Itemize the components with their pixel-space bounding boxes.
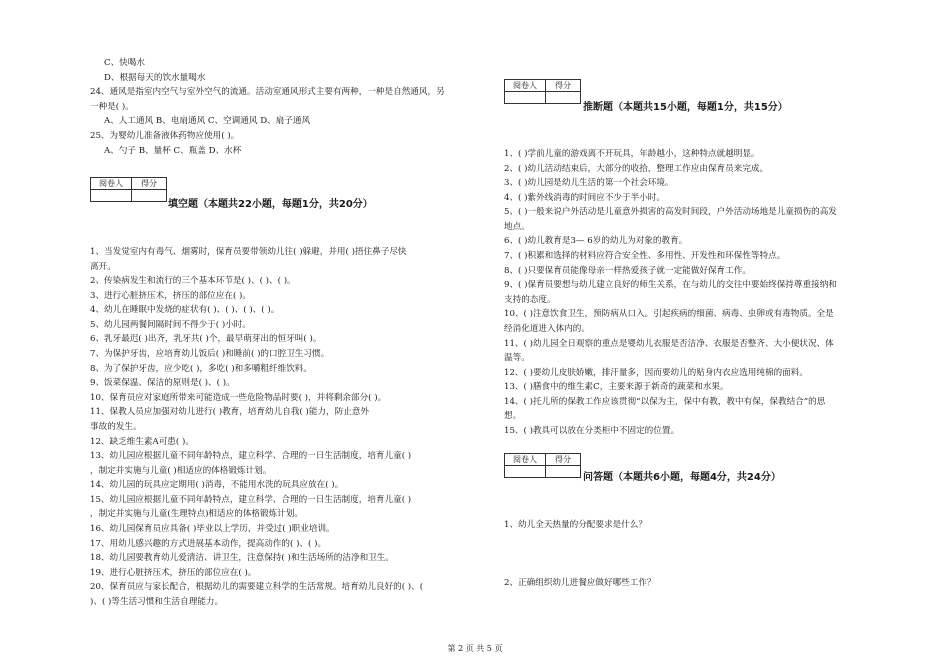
question-line: 5、幼儿园两餐间隔时间不得少于( )小时。 [90, 319, 251, 330]
question-line: 想。 [504, 411, 522, 422]
question-line: D、根据每天的饮水量喝水 [104, 72, 206, 83]
question-line: 1、( )学前儿童的游戏离不开玩具，年龄越小，这种特点就越明显。 [504, 149, 760, 159]
question-line: 3、进行心脏挤压术，挤压的部位应在( )。 [90, 290, 251, 301]
question-line: ，制定并实施与儿童(生理特点)相适应的体格锻炼计划。 [90, 509, 303, 520]
question-line: 8、为了保护牙齿，应少吃( )，多吃( )和多嚼粗纤维饮料。 [90, 363, 312, 374]
question-line: 14、( )托儿所的保教工作应该贯彻“以保为主，保中有教，教中有保，保教结合”的思 [504, 396, 826, 407]
question-line: 3、( )幼儿园是幼儿生活的第一个社会环境。 [504, 178, 674, 189]
question-line: 18、幼儿园要教育幼儿爱清洁、讲卫生，注意保持( )和生活场所的洁净和卫生。 [90, 553, 394, 564]
question-line: 13、幼儿园应根据儿童不同年龄特点，建立科学、合理的一日生活制度，培育儿童( ) [90, 451, 412, 462]
grader-label: 阅卷人 [505, 80, 546, 92]
question-line: A、人工通风 B、电扇通风 C、空调通风 D、扇子通风 [104, 116, 311, 127]
question-line: 12、缺乏维生素A可患( )。 [90, 436, 194, 447]
question-line: 1、当发觉室内有毒气、烟雾时，保育员要带领幼儿往( )躲避，并用( )捂住鼻子尽快 [90, 247, 407, 257]
question-line: 2、传染病发生和流行的三个基本环节是( )、( )、( )。 [90, 276, 296, 287]
essay-question-2: 2、正确组织幼儿进餐应做好哪些工作？ [504, 578, 656, 588]
question-line: 2、( )幼儿活动结束后，大部分的收拾，整理工作应由保育员来完成。 [504, 163, 769, 174]
question-line: 10、保育员应对家庭所带来可能造成一些危险物品时要( )，并将剩余部分( )。 [90, 392, 387, 403]
score-cell [132, 190, 167, 202]
grader-label: 阅卷人 [505, 454, 546, 466]
question-line: 25、为婴幼儿准备液体药物应使用( )。 [90, 131, 240, 141]
section-title-essay: 问答题（本题共6小题，每题4分，共24分） [583, 472, 781, 483]
question-line: 5、( )一般来说户外活动是儿童意外损害的高发时间段，户外活动场地是儿童损伤的高发 [504, 207, 837, 218]
question-line: 19、进行心脏挤压术，挤压的部位应在( )。 [90, 567, 257, 578]
question-line: 17、用幼儿感兴趣的方式进展基本动作，提高动作的( )、( )。 [90, 538, 327, 549]
grader-cell [91, 190, 132, 202]
question-line: 7、为保护牙齿，应培育幼儿饭后( )和睡前( )的口腔卫生习惯。 [90, 349, 330, 360]
question-line: )、( )等生活习惯和生活自理能力。 [90, 596, 224, 607]
question-line: 4、( )紫外线消毒的时间应不少于半小时。 [504, 192, 665, 203]
grader-label: 阅卷人 [91, 178, 132, 190]
question-line: 11、保教人员应加强对幼儿进行( )教育，培育幼儿自我( )能力，防止意外 [90, 407, 370, 418]
score-cell [546, 466, 581, 478]
question-line: 15、( )教具可以放在分类柜中不固定的位置。 [504, 426, 680, 437]
question-line: 6、乳牙最迟( )出齐，乳牙共( )个，最早萌芽出的恒牙叫( )。 [90, 334, 322, 345]
grader-cell [505, 92, 546, 104]
question-line: 支持的态度。 [504, 294, 556, 305]
question-line: 事故的发生。 [90, 421, 142, 432]
question-line: 12、( )要幼儿皮肤娇嫩，排汗量多，因而要幼儿的贴身内衣应选用纯棉的面料。 [504, 367, 808, 378]
question-line: 经消化道进入体内的。 [504, 323, 590, 334]
question-line: 15、幼儿园应根据儿童不同年龄特点，建立科学、合理的一日生活制度，培育儿童( ) [90, 494, 412, 505]
question-line: 16、幼儿园保育员应具备( )毕业以上学历，并受过( )职业培训。 [90, 524, 335, 535]
question-line: 13、( )膳食中的维生素C，主要来源于新奇的蔬菜和水果。 [504, 382, 729, 393]
question-line: 9、饭菜保温、保洁的原则是( )、( )。 [90, 378, 235, 389]
question-line: 地点。 [504, 221, 530, 232]
grader-cell [505, 466, 546, 478]
section-title-judgement: 推断题（本题共15小题，每题1分，共15分） [583, 102, 788, 113]
question-line: 8、( )只要保育员能像母亲一样热爱孩子就一定能做好保育工作。 [504, 265, 751, 276]
score-label: 得分 [546, 454, 581, 466]
page-footer: 第 2 页 共 5 页 [447, 644, 503, 653]
score-box-fill-blank [90, 177, 167, 202]
question-line: 4、幼儿在睡眠中发烧的症状有( )、( )、( )、( )。 [90, 305, 280, 316]
question-line: 温等。 [504, 353, 530, 364]
question-line: 6、( )幼儿教育是3— 6岁的幼儿为对象的教育。 [504, 236, 688, 247]
question-line: 一种是( )。 [90, 101, 134, 112]
question-line: 11、( )幼儿园全日观察的重点是婴幼儿衣服是否洁净、衣服是否整齐、大小便状况、体 [504, 338, 834, 349]
question-line: 20、保育员应与家长配合，根据幼儿的需要建立科学的生活常规。培育幼儿良好的( )、( [90, 582, 424, 593]
question-line: 7、( )积累和选择的材料应符合安全性、多用性、开发性和环保性等特点。 [504, 251, 786, 262]
question-line: 10、( )注意饮食卫生，预防病从口入。引起疾病的细菌、病毒、虫卵或有毒物质。全是 [504, 309, 834, 320]
question-line: 14、幼儿园的玩具应定期用( )消毒，不能用水洗的玩具应放在( )。 [90, 480, 344, 491]
score-cell [546, 92, 581, 104]
question-line: A、勺子 B、量杯 C、瓶盖 D、水杯 [104, 145, 242, 156]
question-line: C、快喝水 [104, 58, 145, 68]
question-line: 9、( )保育员要想与幼儿建立良好的师生关系，在与幼儿的交往中要始终保持尊重接纳和 [504, 280, 837, 291]
score-label: 得分 [546, 80, 581, 92]
essay-question-1: 1、幼儿全天热量的分配要求是什么？ [504, 520, 647, 530]
score-box-essay [504, 453, 581, 478]
section-title-fill-blank: 填空题（本题共22小题，每题1分，共20分） [168, 199, 373, 210]
question-line: 24、通风是指室内空气与室外空气的流通。活动室通风形式主要有两种，一种是自然通风，另 [90, 87, 445, 98]
score-box-judgement [504, 79, 581, 104]
question-line: 离开。 [90, 261, 116, 272]
question-line: ，制定并实施与儿童( )相适应的体格锻炼计划。 [90, 465, 272, 476]
score-label: 得分 [132, 178, 167, 190]
